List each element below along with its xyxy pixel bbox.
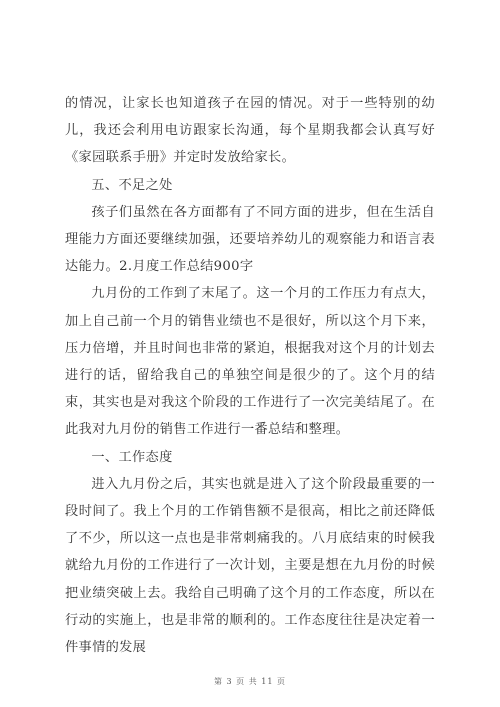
paragraph-work-attitude: 进入九月份之后，其实也就是进入了这个阶段最重要的一段时间了。我上个月的工作销售额不是很高，相比之前还降低了不少，所以这一点也是非常刺痛我的。八月底结束的时候我就给九月份的工作进行了一次计划，主要是想在九月份的时候把业绩突破上去。我给自己明确了这个月的工作态度，所以在行动的实施上，也是非常的顺利的。工作态度往往是决定着一件事情的发展	[65, 476, 435, 656]
page-number-footer: 第 3 页 共 11 页	[214, 677, 286, 686]
section-heading-shortcomings: 五、不足之处	[91, 177, 173, 193]
paragraph-continuation: 的情况，让家长也知道孩子在园的情况。对于一些特别的幼儿，我还会利用电访跟家长沟通，每个星期我都会认真写好《家园联系手册》并定时发放给家长。	[65, 96, 435, 166]
section-heading-work-attitude: 一、工作态度	[91, 449, 173, 465]
paragraph-september-summary: 九月份的工作到了末尾了。这一个月的工作压力有点大，加上自己前一个月的销售业绩也不是很好，所以这个月下来，压力倍增，并且时间也非常的紧迫，根据我对这个月的计划去进行的话，留给我自己的单独空间是很少的了。这个月的结束，其实也是对我这个阶段的工作进行了一次完美结尾了。在此我对九月份的销售工作进行一番总结和整理。	[65, 286, 435, 438]
document-body	[65, 90, 435, 661]
paragraph-shortcomings: 孩子们虽然在各方面都有了不同方面的进步，但在生活自理能力方面还要继续加强，还要培养幼儿的观察能力和语言表达能力。2.月度工作总结900字	[65, 204, 435, 275]
